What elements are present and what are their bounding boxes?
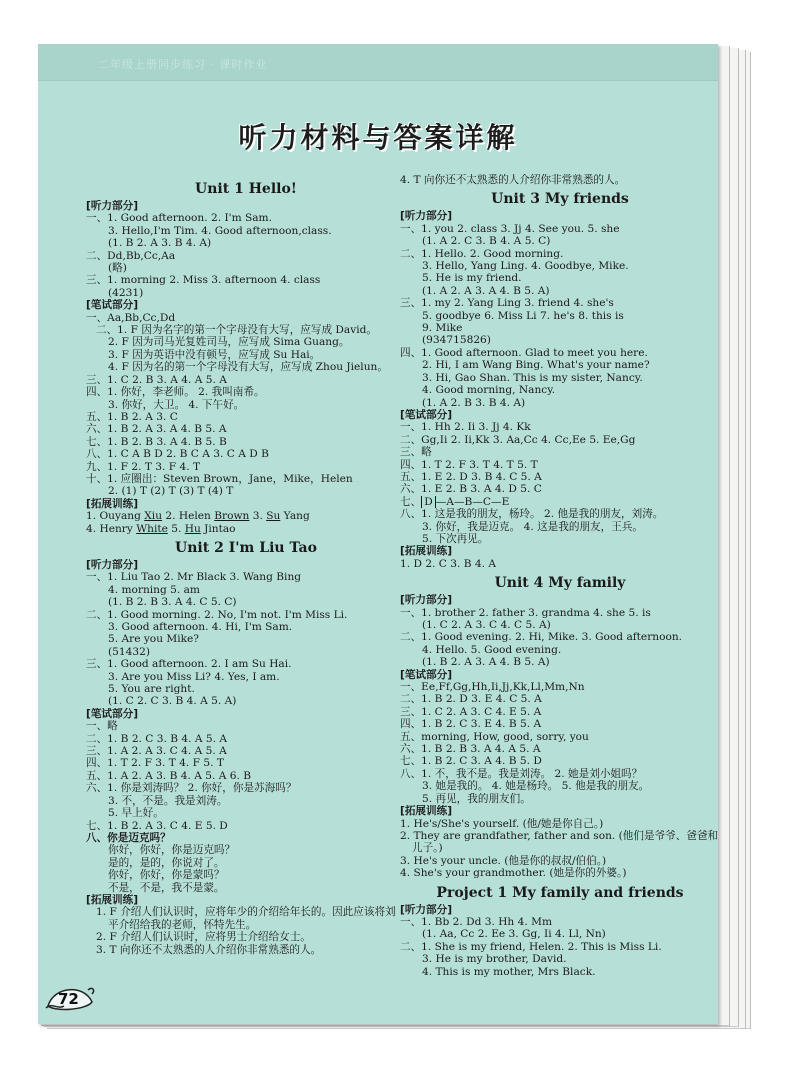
u2-line: 你好，你好，你是蒙吗？ [108, 869, 225, 882]
u1-extension-heading: [拓展训练] [86, 497, 139, 510]
p1-line: (1. Aa, Cc 2. Ee 3. Gg, Ii 4. Ll, Nn) [422, 928, 606, 941]
u4-line: 八、1. 不，我不是。我是刘涛。 2. 她是刘小姐吗？ [400, 767, 643, 780]
u2-line: 二、1. Good morning. 2. No, I'm not. I'm Miss Li. [86, 608, 348, 621]
u2-line: 三、1. A 2. A 3. C 4. A 5. A [86, 745, 227, 758]
u2-line: 三、1. Good afternoon. 2. I am Su Hai. [86, 658, 292, 671]
u3-line: 5. 下次再见。 [422, 532, 489, 545]
u1-line: 三、1. C 2. B 3. A 4. A 5. A [86, 373, 227, 386]
u1-line: 三、1. morning 2. Miss 3. afternoon 4. class [86, 274, 321, 287]
u1-line: 四、1. 你好，李老师。 2. 我叫南希。 [86, 386, 265, 399]
u2-line: (1. C 2. C 3. B 4. A 5. A) [108, 695, 237, 708]
underlined-surname: Xiu [144, 510, 163, 523]
u2-line: 你好，你好，你是迈克吗？ [108, 844, 236, 857]
u3-line: (1. A 2. A 3. A 4. B 5. A) [422, 284, 550, 297]
u2-extension-continued: 4. T 向你还不太熟悉的人介绍你非常熟悉的人。 [400, 174, 626, 186]
u3-line: 三、1. my 2. Yang Ling 3. friend 4. she's [400, 297, 614, 310]
text-span: 1. Ouyang [86, 510, 145, 523]
p1-line: 二、1. She is my friend, Helen. 2. This is Miss Li. [400, 940, 662, 953]
text-span: 3. [249, 510, 267, 523]
u4-extension-line: 4. She's your grandmother. (她是你的外婆。) [400, 867, 627, 880]
u4-line: 一、1. brother 2. father 3. grandma 4. she 5. is [400, 606, 651, 619]
u3-line: 9. Mike [422, 322, 463, 335]
u4-line: [听力部分] [400, 594, 453, 607]
u1-line: 一、1. Good afternoon. 2. I'm Sam. [86, 212, 272, 225]
u1-line: 二、1. F 因为名字的第一个字母没有大写，应写成 David。 [96, 324, 377, 337]
u1-line: 五、1. B 2. A 3. C [86, 410, 178, 423]
u1-line: 3. 你好，大卫。 4. 下午好。 [108, 398, 245, 411]
text-span: Jintao [200, 522, 236, 535]
u3-line: 三、略 [400, 446, 432, 459]
u1-line: 3. F 因为英语中没有顿号，应写成 Su Hai。 [108, 348, 321, 361]
u2-line: 3. Are you Miss Li? 4. Yes, I am. [108, 670, 280, 683]
u3-line: 二、Gg,Ii 2. Ii,Kk 3. Aa,Cc 4. Cc,Ee 5. Ee,Gg [400, 433, 636, 446]
u4-line: 3. 她是我的。 4. 她是杨玲。 5. 他是我的朋友。 [422, 780, 650, 793]
u4-line: (1. B 2. A 3. A 4. B 5. A) [422, 656, 550, 669]
u3-line: 2. Hi, I am Wang Bing. What's your name? [422, 359, 650, 372]
right-column [400, 174, 718, 978]
unit4-title: Unit 4 My family [494, 575, 626, 592]
underlined-surname: White [136, 522, 168, 535]
u2-line: 3. Good afternoon. 4. Hi, I'm Sam. [108, 621, 293, 633]
u4-line: 三、1. C 2. A 3. C 4. E 5. A [400, 705, 542, 718]
u2-line: 六、1. 你是刘涛吗？ 2. 你好，你是苏海吗？ [86, 782, 297, 795]
u4-line: [笔试部分] [400, 668, 453, 681]
u2-line: 一、1. Liu Tao 2. Mr Black 3. Wang Bing [86, 571, 302, 584]
u1-line: 十、1. 应圈出：Steven Brown，Jane，Mike，Helen [86, 472, 353, 485]
u2-line: 5. 早上好。 [108, 807, 164, 820]
u4-line: 五、morning, How, good, sorry, you [400, 730, 589, 743]
u2-line: (51432) [108, 645, 150, 658]
u2-line: 不是，不是，我不是蒙。 [108, 881, 225, 894]
u4-line: (1. C 2. A 3. C 4. C 5. A) [422, 619, 551, 631]
u2-extension-line: 2. F 介绍人们认识时，应将男士介绍给女士。 [96, 931, 311, 944]
u1-extension-line-1 [86, 510, 406, 522]
u1-line: 2. F 因为司马光复姓司马，应写成 Sima Guang。 [108, 336, 350, 349]
book-page [38, 44, 718, 1024]
u1-line: [笔试部分] [86, 299, 139, 312]
u1-line: 六、1. B 2. A 3. A 4. B 5. A [86, 423, 227, 436]
u4-line: 一、Ee,Ff,Gg,Hh,Ii,Jj,Kk,Ll,Mm,Nn [400, 681, 585, 694]
u3-line: 一、1. you 2. class 3. Jj 4. See you. 5. she [400, 222, 620, 235]
left-column [86, 176, 406, 956]
u1-line: 九、1. F 2. T 3. F 4. T [86, 460, 201, 473]
header-ghost-text: 二年级上册同步练习 · 课时作业 [98, 58, 268, 71]
u3-line: (1. A 2. B 3. B 4. A) [422, 396, 526, 409]
u4-line: 4. Hello. 5. Good evening. [422, 643, 562, 656]
u1-line: 七、1. B 2. B 3. A 4. B 5. B [86, 435, 227, 448]
unit1-title: Unit 1 Hello! [195, 181, 297, 197]
u2-line: 4. morning 5. am [108, 583, 200, 596]
u3-line: 3. Hi, Gao Shan. This is my sister, Nancy. [422, 371, 643, 384]
u2-line: 3. 不，不是。我是刘涛。 [108, 794, 228, 807]
u3-line: 二、1. Hello. 2. Good morning. [400, 247, 564, 260]
header-strip [38, 44, 718, 81]
u2-extension-line: 1. F 介绍人们认识时，应将年少的介绍给年长的。因此应该将刘平介绍给我的老师，怀特先生。 [96, 906, 396, 931]
u3-line: 5. goodbye 6. Miss Li 7. he's 8. this is [422, 309, 624, 322]
u2-line: 八、你是迈克吗？ [86, 831, 171, 844]
unit2-title: Unit 2 I'm Liu Tao [175, 539, 317, 556]
u4-extension-heading: [拓展训练] [400, 805, 453, 818]
u1-line: 八、1. C A B D 2. B C A 3. C A D B [86, 448, 269, 461]
p1-line: [听力部分] [400, 903, 453, 916]
u3-line: [听力部分] [400, 210, 453, 223]
text-span: —A—B—C—E [435, 495, 510, 508]
boxed-letter: D [421, 496, 436, 508]
u1-line: 4. F 因为名的第一个字母没有大写，应写成 Zhou Jielun。 [108, 361, 388, 374]
u2-line: 四、1. T 2. F 3. T 4. F 5. T [86, 757, 224, 770]
u1-line: (1. B 2. A 3. B 4. A) [108, 237, 212, 250]
u4-line: 5. 再见，我的朋友们。 [422, 792, 531, 805]
u2-extension-line: 3. T 向你还不太熟悉的人介绍你非常熟悉的人。 [96, 943, 322, 956]
u4-line: 二、1. B 2. D 3. E 4. C 5. A [400, 693, 542, 706]
u4-extension-line: 3. He's your uncle. (他是你的叔叔/伯伯。) [400, 854, 607, 867]
u4-line: 六、1. B 2. B 3. A 4. A 5. A [400, 743, 541, 756]
text-span: Yang [280, 510, 310, 523]
u3-line: 五、1. E 2. D 3. B 4. C 5. A [400, 470, 542, 483]
u3-extension-line: 1. D 2. C 3. B 4. A [400, 557, 497, 570]
u1-line: 3. Hello,I'm Tim. 4. Good afternoon,class. [108, 224, 332, 237]
u3-line: 5. He is my friend. [422, 272, 522, 285]
u3-line: 六、1. E 2. B 3. A 4. D 5. C [400, 483, 542, 496]
u2-line: 五、1. A 2. A 3. B 4. A 5. A 6. B [86, 769, 252, 782]
u3-line: 四、1. T 2. F 3. T 4. T 5. T [400, 458, 538, 471]
u2-line: 一、略 [86, 720, 118, 733]
u3-line: 一、1. Hh 2. Ii 3. Jj 4. Kk [400, 421, 531, 434]
u3-extension-heading: [拓展训练] [400, 545, 453, 558]
text-span: 七、 [400, 495, 422, 508]
u4-extension-line: 1. He's/She's yourself. (他/她是你自己。) [400, 817, 604, 830]
u1-extension-line-2 [86, 523, 406, 535]
u1-line: 二、Dd,Bb,Cc,Aa [86, 249, 176, 262]
u4-line: 二、1. Good evening. 2. Hi, Mike. 3. Good afternoon. [400, 631, 683, 644]
p1-line: 3. He is my brother, David. [422, 953, 567, 966]
u2-line: 七、1. B 2. A 3. C 4. E 5. D [86, 819, 228, 832]
underlined-surname: Su [266, 510, 281, 523]
u1-line: (4231) [108, 286, 144, 299]
p1-line: 一、1. Bb 2. Dd 3. Hh 4. Mm [400, 915, 552, 928]
u1-line: 一、Aa,Bb,Cc,Dd [86, 311, 176, 324]
unit3-title: Unit 3 My friends [491, 191, 629, 208]
u3-line: 3. 你好，我是迈克。 4. 这是我的朋友，王兵。 [422, 520, 644, 533]
u2-line: (1. B 2. B 3. A 4. C 5. C) [108, 596, 237, 609]
u2-extension-heading: [拓展训练] [86, 893, 139, 906]
p1-line: 4. This is my mother, Mrs Black. [422, 965, 596, 978]
underlined-surname: Brown [214, 510, 250, 523]
u3-line: 八、1. 这是我的朋友，杨玲。 2. 他是我的朋友，刘涛。 [400, 508, 664, 521]
u4-line: 四、1. B 2. C 3. E 4. B 5. A [400, 718, 542, 731]
u2-line: [听力部分] [86, 558, 139, 571]
u2-line: 5. Are you Mike? [108, 633, 199, 646]
page-number: 72 [58, 990, 79, 1008]
text-span: 2. Helen [162, 510, 215, 523]
text-span: 5. [167, 522, 185, 535]
u3-sequence-line [400, 496, 718, 508]
u1-line: (略) [108, 262, 127, 275]
u2-line: 是的，是的，你说对了。 [108, 856, 225, 869]
u1-line: [听力部分] [86, 200, 139, 212]
project1-title: Project 1 My family and friends [436, 884, 684, 901]
u1-line: 2. (1) T (2) T (3) T (4) T [108, 485, 234, 498]
text-span: 4. Henry [86, 522, 137, 535]
u2-line: 5. You are right. [108, 683, 195, 696]
underlined-surname: Hu [184, 522, 201, 535]
page-title: 听力材料与答案详解 [238, 121, 518, 154]
u3-line: 4. Good morning, Nancy. [422, 384, 556, 397]
u4-extension-line: 2. They are grandfather, father and son. (他们是爷爷、爸爸和儿子。) [400, 829, 718, 855]
u3-line: (934715826) [422, 334, 491, 347]
u3-line: 四、1. Good afternoon. Glad to meet you here. [400, 346, 648, 359]
u3-line: (1. A 2. C 3. B 4. A 5. C) [422, 235, 551, 248]
u2-line: 二、1. B 2. C 3. B 4. A 5. A [86, 732, 228, 745]
u2-line: [笔试部分] [86, 707, 139, 720]
u3-line: [笔试部分] [400, 408, 453, 421]
u4-line: 七、1. B 2. C 3. A 4. B 5. D [400, 755, 542, 768]
u3-line: 3. Hello, Yang Ling. 4. Goodbye, Mike. [422, 260, 629, 273]
